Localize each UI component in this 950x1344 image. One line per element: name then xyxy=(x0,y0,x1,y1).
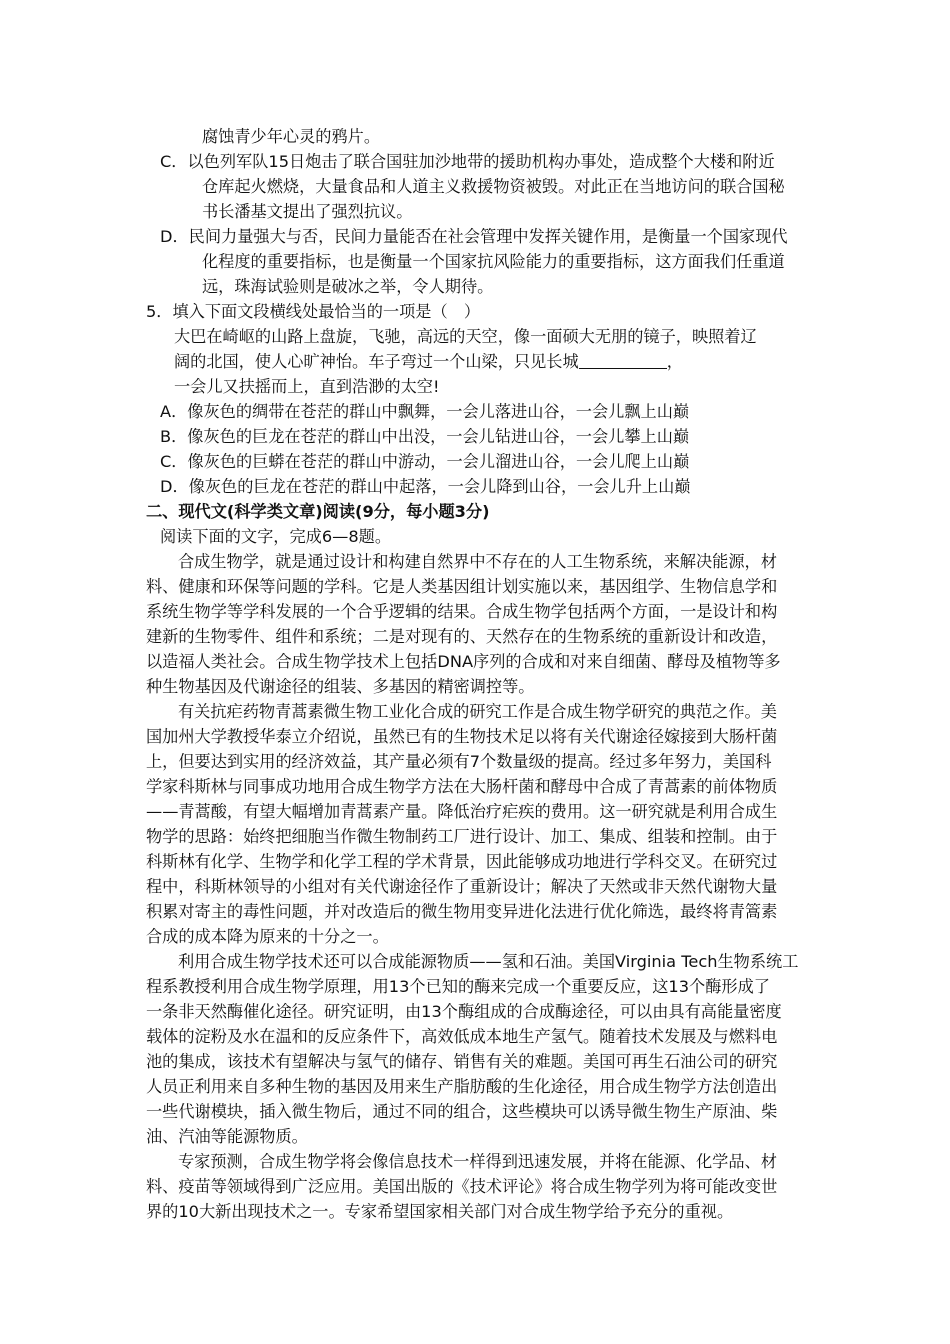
paragraph-2-line: 物学的思路：始终把细胞当作微生物制药工厂进行设计、加工、集成、组装和控制。由于 xyxy=(146,827,778,846)
paragraph-3-line: 一条非天然酶催化途径。研究证明，由13个酶组成的合成酶途径，可以由具有高能量密度 xyxy=(146,1002,782,1021)
paragraph-3-line: 一些代谢模块，插入微生物后，通过不同的组合，这些模块可以诱导微生物生产原油、柴 xyxy=(146,1102,778,1121)
paragraph-1-line: 建新的生物零件、组件和系统；二是对现有的、天然存在的生物系统的重新设计和改造， xyxy=(146,627,778,646)
paragraph-2-line: 国加州大学教授华泰立介绍说，虽然已有的生物技术足以将有关代谢途径嫁接到大肠杆菌 xyxy=(146,727,778,746)
question-5-passage-line: 大巴在崎岖的山路上盘旋，飞驰，高远的天空，像一面硕大无朋的镜子，映照着辽 xyxy=(174,327,757,346)
paragraph-2-line: 学家科斯林与同事成功地用合成生物学方法在大肠杆菌和酵母中合成了青蒿素的前体物质 xyxy=(146,777,778,796)
option-5d: D．像灰色的巨龙在苍茫的群山中起落，一会儿降到山谷，一会儿升上山巅 xyxy=(160,477,691,496)
question-5-stem: 5．填入下面文段横线处最恰当的一项是（ ） xyxy=(146,302,481,321)
paragraph-2-line: 合成的成本降为原来的十分之一。 xyxy=(146,927,389,946)
option-4d-line: 远，珠海试验则是破冰之举，令人期待。 xyxy=(202,277,494,296)
passage-text: ， xyxy=(666,352,683,371)
option-4c-line: C．以色列军队15日炮击了联合国驻加沙地带的援助机构办事处，造成整个大楼和附近 xyxy=(160,152,775,171)
paragraph-2-line: 积累对寄主的毒性问题，并对改造后的微生物用变异进化法进行优化筛选，最终将青篙素 xyxy=(146,902,778,921)
paragraph-2-line: ——青蒿酸，有望大幅增加青蒿素产量。降低治疗疟疾的费用。这一研究就是利用合成生 xyxy=(146,802,778,821)
paragraph-3-line: 载体的淀粉及水在温和的反应条件下，高效低成本地生产氢气。随着技术发展及与燃料电 xyxy=(146,1027,778,1046)
paragraph-2-line: 程中，科斯林领导的小组对有关代谢途径作了重新设计；解决了天然或非天然代谢物大量 xyxy=(146,877,778,896)
option-4d-line: 化程度的重要指标，也是衡量一个国家抗风险能力的重要指标，这方面我们任重道 xyxy=(202,252,785,271)
paragraph-2-line: 上，但要达到实用的经济效益，其产量必须有7个数量级的提高。经过多年努力，美国科 xyxy=(146,752,772,771)
paragraph-4-line: 界的10大新出现技术之一。专家希望国家相关部门对合成生物学给予充分的重视。 xyxy=(146,1202,734,1221)
option-4d-line: D．民间力量强大与否，民间力量能否在社会管理中发挥关键作用，是衡量一个国家现代 xyxy=(160,227,788,246)
passage-text: 阔的北国，使人心旷神怡。车子弯过一个山梁，只见长城 xyxy=(174,352,579,371)
option-4c-line: 仓库起火燃烧，大量食品和人道主义救援物资被毁。对此正在当地访问的联合国秘 xyxy=(202,177,785,196)
option-5a: A．像灰色的绸带在苍茫的群山中飘舞，一会儿落进山谷，一会儿飘上山巅 xyxy=(160,402,690,421)
paragraph-4-line: 专家预测，合成生物学将会像信息技术一样得到迅速发展，并将在能源、化学品、材 xyxy=(178,1152,777,1171)
paragraph-3-line: 人员正利用来自多种生物的基因及用来生产脂肪酸的生化途径，用合成生物学方法创造出 xyxy=(146,1077,778,1096)
paragraph-1-line: 合成生物学，就是通过设计和构建自然界中不存在的人工生物系统，来解决能源，材 xyxy=(178,552,777,571)
paragraph-1-line: 种生物基因及代谢途径的组装、多基因的精密调控等。 xyxy=(146,677,535,696)
question-5-passage-line: 一会儿又扶摇而上，直到浩渺的太空! xyxy=(174,377,440,396)
paragraph-1-line: 系统生物学等学科发展的一个合乎逻辑的结果。合成生物学包括两个方面，一是设计和构 xyxy=(146,602,778,621)
paragraph-4-line: 料、疫苗等领域得到广泛应用。美国出版的《技术评论》将合成生物学列为将可能改变世 xyxy=(146,1177,778,1196)
paragraph-3-line: 油、汽油等能源物质。 xyxy=(146,1127,308,1146)
paragraph-2-line: 科斯林有化学、生物学和化学工程的学术背景，因此能够成功地进行学科交叉。在研究过 xyxy=(146,852,778,871)
paragraph-1-line: 以造福人类社会。合成生物学技术上包括DNA序列的合成和对来自细菌、酵母及植物等多 xyxy=(146,652,781,671)
question-5-passage-line xyxy=(174,349,683,374)
reading-instruction: 阅读下面的文字，完成6—8题。 xyxy=(160,527,392,546)
option-5c: C．像灰色的巨蟒在苍茫的群山中游动，一会儿溜进山谷，一会儿爬上山巅 xyxy=(160,452,690,471)
fill-in-blank xyxy=(579,350,667,369)
paragraph-1-line: 料、健康和环保等问题的学科。它是人类基因组计划实施以来，基因组学、生物信息学和 xyxy=(146,577,778,596)
option-4b-continuation: 腐蚀青少年心灵的鸦片。 xyxy=(202,127,381,146)
paragraph-2-line: 有关抗疟药物青蒿素微生物工业化合成的研究工作是合成生物学研究的典范之作。美 xyxy=(178,702,777,721)
paragraph-3-line: 池的集成，该技术有望解决与氢气的储存、销售有关的难题。美国可再生石油公司的研究 xyxy=(146,1052,778,1071)
section-heading: 二、现代文(科学类文章)阅读(9分，每小题3分) xyxy=(146,502,490,521)
option-5b: B．像灰色的巨龙在苍茫的群山中出没，一会儿钻进山谷，一会儿攀上山巅 xyxy=(160,427,690,446)
option-4c-line: 书长潘基文提出了强烈抗议。 xyxy=(202,202,413,221)
paragraph-3-line: 程系教授利用合成生物学原理，用13个已知的酶来完成一个重要反应，这13个酶形成了 xyxy=(146,977,770,996)
paragraph-3-line: 利用合成生物学技术还可以合成能源物质——氢和石油。美国Virginia Tech生物系统工 xyxy=(178,952,799,971)
